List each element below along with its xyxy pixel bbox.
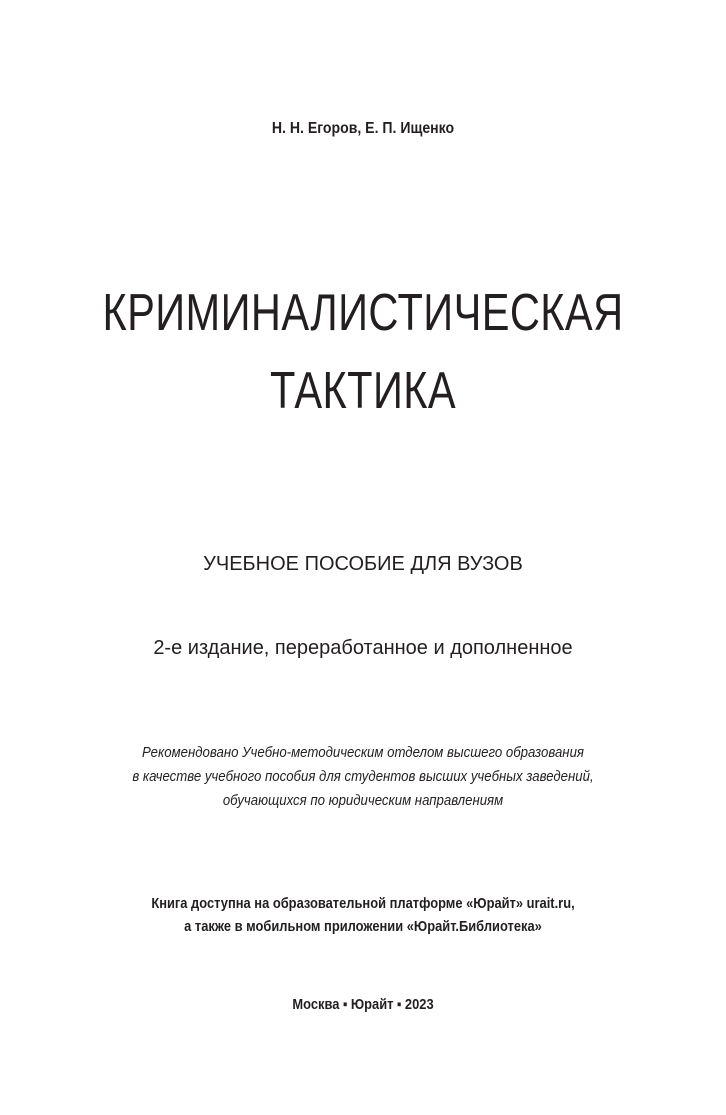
imprint xyxy=(51,996,675,1013)
book-title-line-2: ТАКТИКА xyxy=(269,362,457,420)
imprint-separator-2: ▪ xyxy=(396,996,402,1013)
book-title-line-1: КРИМИНАЛИСТИЧЕСКАЯ xyxy=(102,284,624,342)
availability-line-2: а также в мобильном приложении «Юрайт.Библиотека» xyxy=(184,918,542,935)
imprint-publisher: Юрайт xyxy=(350,996,394,1013)
recommendation-line-2: в качестве учебного пособия для студентов высших учебных заведений, xyxy=(132,768,594,785)
recommendation-line-3: обучающихся по юридическим направлениям xyxy=(222,792,504,809)
authors: Н. Н. Егоров, Е. П. Ищенко xyxy=(271,120,455,137)
imprint-city: Москва xyxy=(292,996,340,1013)
imprint-year: 2023 xyxy=(404,996,434,1013)
imprint-separator-1: ▪ xyxy=(342,996,348,1013)
edition-info: 2-е издание, переработанное и дополненное xyxy=(153,637,573,659)
book-subtitle: УЧЕБНОЕ ПОСОБИЕ ДЛЯ ВУЗОВ xyxy=(203,553,523,575)
availability-line-1: Книга доступна на образовательной платформе «Юрайт» urait.ru, xyxy=(151,895,575,912)
recommendation-line-1: Рекомендовано Учебно-методическим отделом высшего образования xyxy=(142,744,584,761)
